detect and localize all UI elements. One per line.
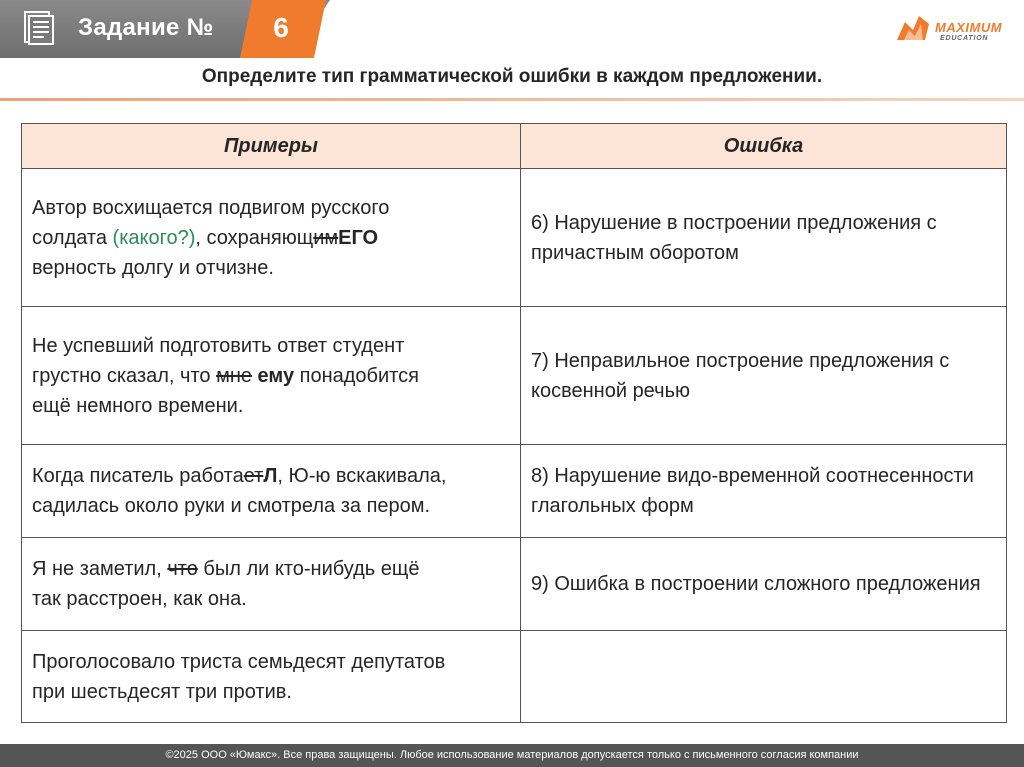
- struck-text: мне: [216, 364, 252, 387]
- title-divider: [0, 98, 1024, 101]
- examples-table: [21, 123, 1007, 723]
- example-text: Я не заметил,: [32, 558, 168, 580]
- example-text: так расстроен, как она.: [32, 588, 247, 610]
- error-cell: 6) Нарушение в построении предложения с причастным оборотом: [521, 169, 1007, 307]
- instruction-title: Определите тип грамматической ошибки в каждом предложении.: [201, 66, 823, 87]
- error-cell: 8) Нарушение видо-временной соотнесенности глагольных форм: [521, 445, 1007, 538]
- header-error: Ошибка: [521, 124, 1007, 169]
- table-row: [22, 307, 1007, 445]
- table-row: [22, 538, 1007, 631]
- example-cell: [22, 169, 521, 307]
- table-row: [22, 169, 1007, 307]
- task-label: Задание №: [78, 14, 214, 41]
- example-cell: [22, 445, 521, 538]
- example-cell: [22, 538, 521, 631]
- example-text: был ли кто-нибудь ещё: [197, 558, 420, 580]
- struck-text: им: [313, 226, 339, 249]
- correction-text: Л: [263, 465, 278, 487]
- logo-text: MAXIMUM: [935, 20, 1003, 35]
- example-text: Проголосовало триста семьдесят депутатов: [32, 650, 446, 673]
- header-examples: Примеры: [22, 124, 521, 169]
- error-cell: [521, 631, 1007, 723]
- example-text: , Ю-ю вскакивала,: [277, 465, 447, 487]
- struck-text: что: [167, 558, 198, 580]
- example-text: садилась около руки и смотрела за пером.: [32, 495, 431, 517]
- example-text: верность долгу и отчизне.: [32, 256, 274, 279]
- example-text: Когда писатель работа: [32, 465, 244, 487]
- table-row: [22, 631, 1007, 723]
- question-hint: (какого?): [112, 226, 196, 249]
- example-cell: [22, 631, 521, 723]
- example-text: ещё немного времени.: [32, 394, 244, 417]
- struck-text: ет: [243, 465, 264, 487]
- example-cell: [22, 307, 521, 445]
- correction-text: ему: [257, 364, 295, 387]
- table-header-row: [22, 124, 1007, 169]
- table-row: [22, 445, 1007, 538]
- error-cell: 7) Неправильное построение предложения с косвенной речью: [521, 307, 1007, 445]
- example-text: грустно сказал, что: [32, 364, 217, 387]
- document-icon: [22, 10, 56, 46]
- error-cell: 9) Ошибка в построении сложного предложения: [521, 538, 1007, 631]
- example-text: Не успевший подготовить ответ студент: [32, 334, 405, 357]
- example-text: , сохраняющ: [195, 226, 314, 249]
- example-text: Автор восхищается подвигом русского: [32, 196, 390, 219]
- example-text: понадобится: [294, 364, 419, 387]
- example-text: солдата: [32, 226, 113, 249]
- logo-subtext: EDUCATION: [940, 35, 989, 42]
- example-text: при шестьдесят три против.: [32, 680, 292, 703]
- correction-text: ЕГО: [338, 226, 379, 249]
- task-number: 6: [273, 12, 289, 43]
- copyright-text: ©2025 ООО «Юмакс». Все права защищены. Любое использование материалов допускается только с письменного согласия компании: [165, 749, 859, 761]
